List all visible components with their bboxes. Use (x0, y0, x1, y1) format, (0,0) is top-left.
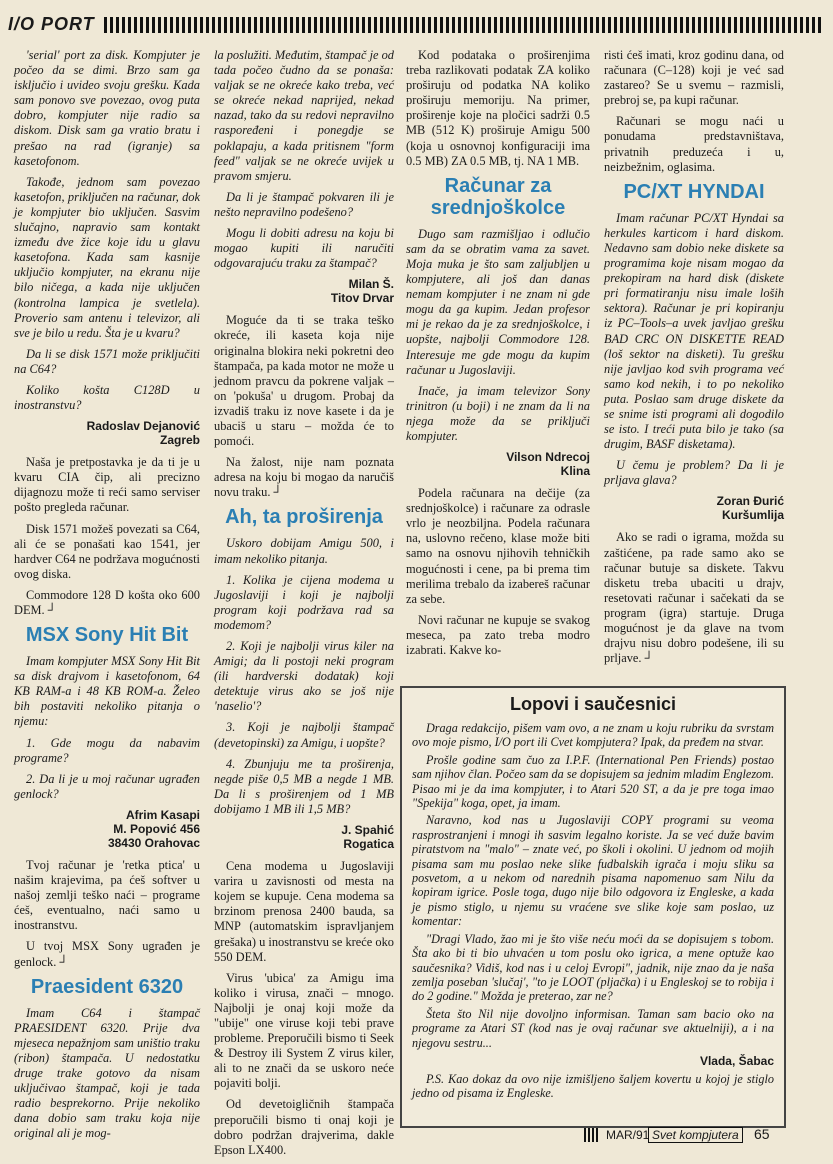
letter-paragraph: U čemu je problem? Da li je prljava glava? (604, 458, 784, 488)
heading-pcxt: PC/XT HYNDAI (623, 180, 765, 203)
footer-decorative-bars (584, 1128, 600, 1142)
answer-paragraph: Novi računar ne kupuje se svakog meseca, pa zato treba modro izabrati. Kakve ko- (406, 612, 590, 657)
letter-paragraph: 3. Koji je najbolji štampač (devetopinski) za Amigu, i uopšte? (214, 720, 394, 750)
footer-magazine: Svet kompjutera (648, 1127, 743, 1143)
signature-name: Vilson Ndrecoj (506, 450, 590, 465)
signature-name: J. Spahić (341, 823, 394, 838)
footer-issue: MAR/91 (606, 1128, 650, 1142)
end-mark: ┘ (644, 651, 654, 666)
box-paragraph: "Dragi Vlado, žao mi je što više neću moći da se dopisujem s tobom. Šta ako bi ti bio uhvaćen u tom poslu oko igrica, a mene optuže kao saučesnika? Vidiš, kod nas i u celoj Evropi", jadnik, nije znao da je naša zemlja poseban 'slučaj', "to je LOOT (pljačka) i u Engleskoj se to robija i do 2 godine." Možda je preterao, zar ne? (412, 931, 774, 1004)
answer-text: Ako se radi o igrama, možda su zaštićene, pa rade samo ako se računar butuje sa diskete. Takvu disketu treba ubaciti u drajv, resetovati računar i sačekati da se program (igra) startuje. Druga mogućnost je da glave na tvom drajvu nisu dobro podešene, ili su prljave. (604, 530, 784, 666)
letter-signature (406, 450, 590, 478)
answer-paragraph: Naša je pretpostavka je da ti je u kvaru CIA čip, ali precizno dijagnozu može ti reći samo serviser pošto pregleda računar. (14, 455, 200, 515)
answer-paragraph: Cena modema u Jugoslaviji varira u zavisnosti od mesta na kojem se kupuje. Cena modema sa brzinom prenosa 2400 bauda, sa MNP (automatskim ispravljanjem grešaka) u inostranstvu se kreće oko 550 DEM. (214, 859, 394, 964)
section-title: I/O PORT (8, 14, 95, 34)
signature-name: Afrim Kasapi (125, 807, 200, 822)
heading-student-computer: Računar za srednjoškolce (430, 174, 566, 219)
box-paragraph: Draga redakcijo, pišem vam ovo, a ne znam u koju rubriku da svrstam ovo moje pismo, I/O port ili Cvet kompjutera? Ipak, da pređem na stvar. (412, 721, 774, 750)
answer-text: Na žalost, nije nam poznata adresa na koju bi mogao da naručiš novu traku. (214, 455, 394, 500)
answer-paragraph: Kod podataka o proširenjima treba razlikovati podatak ZA koliko proširuju od podatka NA koliko proširuju memoriju. Na primer, proširenje koje na pločici sadrži 0.5 MB (512 K) proširuje Amigu 500 (koja u osnovnoj konfiguraciji ima 0.5 MB) ZA 0.5 MB, tj. NA 1 MB. (406, 48, 590, 168)
letter-paragraph: Imam računar PC/XT Hyndai sa herkules karticom i hard diskom. Nedavno sam dobio neke diskete sa programima koje nisam mogao da prekopiram na hard disk (diskete pri formatiranju nisu imale loših sektora). Računar je pri kopiranju iz PC–Tools–a uvek javljao grešku BAD CRC ON DISKETTE READ (loš sektor na disketi). Tu grešku nije javljao kod svih programa već samo kod nekih, i to po nekoliko puta. Poslao sam druge diskete da se snime isti programi ali dogodilo se isto. I treći puta bilo je tako (sa drugim, BASF disketama). (604, 210, 784, 452)
signature-city: Zagreb (159, 433, 200, 448)
signature-address: M. Popović 456 (113, 821, 200, 836)
letter-paragraph: la poslužiti. Međutim, štampač je od tada počeo čudno da se ponaša: valjak se ne okreće kako treba, već se okreće nekad naprijed, nekad nazad, tako da su redovi nepravilno raspoređeni i ponegdje se poklapaju, a kada pritisnem "form feed" valjak se ne okreće uvijek u pravom smjeru. (214, 48, 394, 183)
letter-paragraph: Dugo sam razmišljao i odlučio sam da se obratim vama za savet. Moja muka je što sam zaljubljen u kompjutere, ali još dan danas nemam kompjuter i ne znam ni gde mogu da ga kupim. Jedan profesor mi je rekao da je za srednjoškolce, i uopšte, najbolji Commodore 128. Interesuje me gde mogu da kupim računar u Jugoslaviji. (406, 226, 590, 377)
letter-paragraph: Koliko košta C128D u inostranstvu? (14, 382, 200, 413)
letter-paragraph: 1. Gde mogu da nabavim programe? (14, 735, 200, 765)
letter-signature (604, 494, 784, 522)
letter-paragraph: 2. Koji je najbolji virus kiler na Amigi; da li postoji neki program (ili hardverski dodatak) koji detektuje virus ako se još nije 'naselio'? (214, 639, 394, 714)
letter-paragraph: Uskoro dobijam Amigu 500, i imam nekoliko pitanja. (214, 536, 394, 566)
heading-msx: MSX Sony Hit Bit (25, 624, 189, 647)
letter-paragraph: Mogu li dobiti adresu na koju bi mogao kupiti ili naručiti odgovarajuću traku za štampač? (214, 226, 394, 271)
header-decorative-bars (104, 17, 823, 33)
answer-paragraph: Virus 'ubica' za Amigu ima koliko i virusa, znači – mnogo. Najbolji je onaj koji može da "ubije" one viruse koji tebi prave probleme. Preporučili bismo ti Seek & Destroy ili System Z virus kiler, ali to ne znači da se uskoro neće pojaviti bolji. (214, 970, 394, 1091)
answer-paragraph (604, 530, 784, 666)
signature-city: Kuršumlija (721, 508, 784, 523)
signature-name: Milan Š. (348, 277, 394, 292)
answer-paragraph: Disk 1571 možeš povezati sa C64, ali će se ponašati kao 1541, jer hardver C64 ne podržava mogućnosti ovog diska. (14, 521, 200, 581)
letter-paragraph: Da li se disk 1571 može priključiti na C64? (14, 346, 200, 376)
signature-city: Klina (560, 464, 590, 479)
letter-paragraph: Imam kompjuter MSX Sony Hit Bit sa disk drajvom i kasetofonom, 64 KB RAM-a i 48 KB ROM-a. Želeo bih postaviti nekoliko pitanja o njemu: (14, 654, 200, 729)
box-paragraph: Šteta što Nil nije dovoljno informisan. Taman sam bacio oko na programe za Atari ST (kod nas je ovaj računar sve aktuelniji), a i na njegovu sestru... (412, 1006, 774, 1050)
answer-paragraph (14, 588, 200, 618)
letter-paragraph: Da li je štampač pokvaren ili je nešto nepravilno podešeno? (214, 189, 394, 219)
signature-name: Radoslav Dejanović (86, 419, 200, 434)
end-mark: ┘ (47, 603, 57, 617)
signature-name: Zoran Đurić (716, 494, 784, 509)
boxed-letter (400, 686, 786, 1128)
signature-city: 38430 Orahovac (107, 835, 200, 850)
letter-paragraph: 1. Kolika je cijena modema u Jugoslaviji i koji je najbolji program koji podržava rad sa modemom? (214, 572, 394, 632)
column-4 (604, 48, 784, 672)
box-title: Lopovi i saučesnici (509, 694, 677, 714)
box-paragraph: Naravno, kod nas u Jugoslaviji COPY programi su veoma rasprostranjeni i mnogi ih sasvim legalno koriste. Ja se već duže bavim piratstvom na "malo" – znate već, po školi i okolini. U jednom od mojih pisama sam mu poslao neke slike fudbalskih igrača i moju sliku sa posvetom, a u nekom od narednih pisama napomenuo sam Nilu da kopiram igrice. Posle toga, dugo nije bilo odgovora iz Engleske, a kada je pismo stiglo, u njemu su vraćene sve slike koje sam poslao, uz komentar: (412, 813, 774, 929)
letter-signature (14, 808, 200, 850)
answer-paragraph (14, 939, 200, 969)
letter-signature (14, 419, 200, 447)
heading-praesident: Praesident 6320 (30, 975, 184, 998)
answer-paragraph: Podela računara na dečije (za srednjoškolce) i računare za odrasle vrlo je neozbiljna. Podela računara na, uslovno rečeno, klase može biti samo na osnovu njihovih tehničkih mogućnosti i cene, pa bi prema tim merilima trebalo da izabereš računar za sebe. (406, 486, 590, 606)
letter-paragraph: 4. Zbunjuju me ta proširenja, negde piše 0,5 MB a negde 1 MB. Da li s proširenjem od 1 MB dobijamo 1 MB ili 1,5 MB? (214, 756, 394, 816)
letter-paragraph: 2. Da li je u moj računar ugrađen genlock? (14, 771, 200, 801)
letter-paragraph: Takođe, jednom sam povezao kasetofon, priključen na računar, dok je kompjuter bio uključen. Sasvim slučajno, napravio sam kontakt između dve žice koje idu u glavu kasetofona. Kada sam kasnije uključio kompjuter, na ekranu nije bilo ničega, a kada nije uključen (kontrolna lampica je svetlela). Proverio sam antenu i televizor, ali sve je bilo u redu. Šta je u kvaru? (14, 174, 200, 340)
answer-paragraph: Računari se mogu naći u ponudama predstavništava, privatnih preduzeća i u, neizbežnim, oglasima. (604, 114, 784, 174)
box-signature: Vlada, Šabac (699, 1053, 774, 1068)
page-number: 65 (754, 1126, 770, 1142)
signature-city: Rogatica (343, 837, 394, 852)
column-1 (14, 48, 200, 1147)
letter-paragraph: 'serial' port za disk. Kompjuter je počeo da se dimi. Brzo sam ga isključio i uvideo svoju grešku. Kada sam ponovo sve povezao, ovog puta dobro, kompjuter nije radio sa diskom. Disk sam ga vratio bratu i prešao na rad (igranje) sa kasetofonom. (14, 48, 200, 168)
answer-paragraph: Od devetoigličnih štampača preporučili bismo ti onaj koji je dobro podržan drajverima, dakle Epson LX400. (214, 1097, 394, 1157)
letter-paragraph: Imam C64 i štampač PRAESIDENT 6320. Prije dva mjeseca nepažnjom sam uništio traku (ribon) štampača. U nedostatku druge trake gotovo da nisam uključivao štampač, koji je tada radio besprekorno. Prije nekoliko dana dobio sam traku koja nije original ali je mog- (14, 1005, 200, 1141)
column-2 (214, 48, 394, 1164)
end-mark: ┘ (273, 485, 283, 500)
answer-text: Commodore 128 D košta oko 600 DEM. (14, 587, 200, 617)
column-3 (406, 48, 590, 664)
answer-text: U tvoj MSX Sony ugrađen je genlock. (14, 939, 200, 969)
answer-paragraph: Tvoj računar je 'retka ptica' u našim krajevima, pa ćeš softver u našoj zemlji teško naći – programe ćeš, eventualno, naći samo u inostranstvu. (14, 857, 200, 933)
letter-signature (214, 277, 394, 305)
answer-paragraph: Moguće da ti se traka teško okreće, ili kaseta koja nije originalna blokira neki pokretni deo štampača, pa kada motor ne može u jednom pravcu da pokrene valjak – on 'pokuša' u drugom. Probaj da izvadiš traku iz nove kasete i da je ubaciš u staru – možda će to pomoći. (214, 313, 394, 449)
end-mark: ┘ (59, 954, 69, 969)
answer-paragraph (214, 455, 394, 500)
box-paragraph: Prošle godine sam čuo za I.P.F. (International Pen Friends) postao sam njihov član. Počeo sam da se dopisujem sa jednim mladim Englezom. Pisao mi je da ima kompjuter, i to Atari 520 ST, a da je pre toga imao "Spekija" koga, opet, ja imam. (412, 752, 774, 811)
letter-signature (214, 823, 394, 851)
heading-extensions: Ah, ta proširenja (225, 506, 383, 529)
section-header (8, 14, 823, 36)
signature-city: Titov Drvar (330, 291, 394, 306)
box-paragraph: P.S. Kao dokaz da ovo nije izmišljeno šaljem kovertu u kojoj je stiglo jedno od pisama iz Engleske. (412, 1071, 774, 1101)
answer-paragraph: risti ćeš imati, kroz godinu dana, od računara (C–128) koji je već sad zastareo? Se u svemu – razmisli, prebroj se, pa kupi računar. (604, 48, 784, 108)
letter-paragraph: Inače, ja imam televizor Sony trinitron (u boji) i ne znam da li na njega može da se priključi kompjuter. (406, 383, 590, 443)
